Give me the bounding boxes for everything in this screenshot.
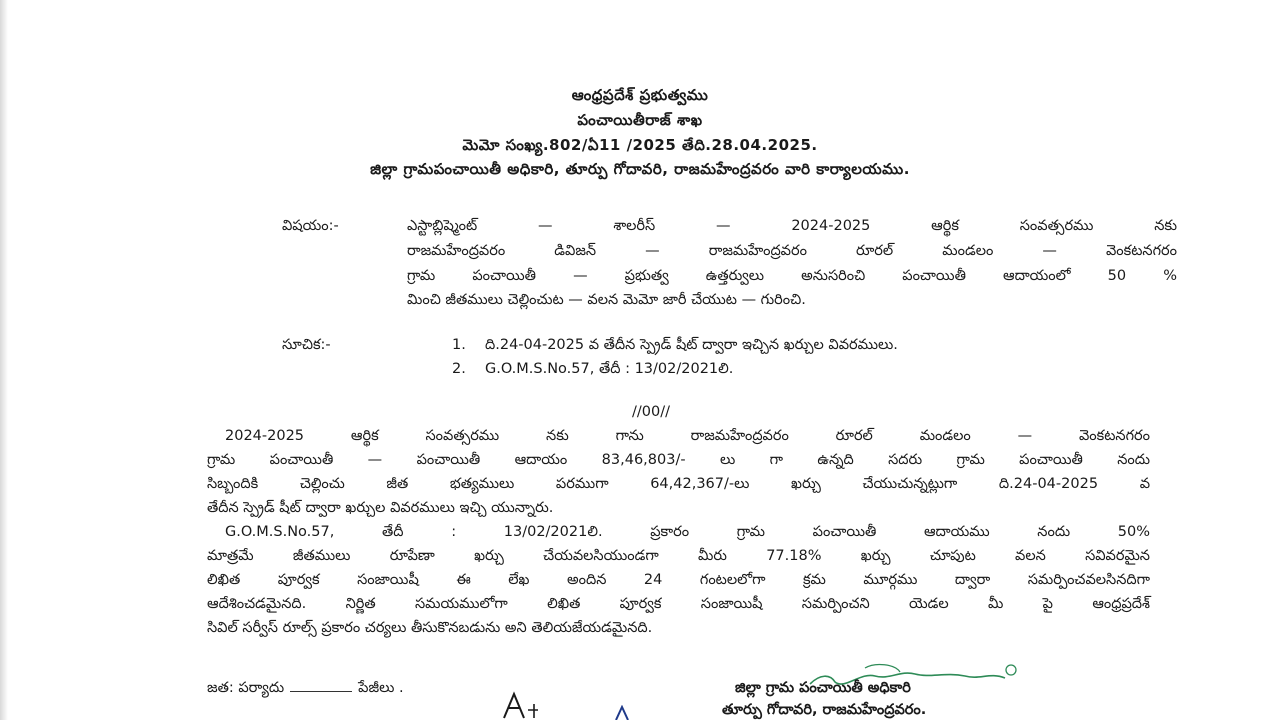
header-line-government: ఆంధ్రప్రదేశ్ ప్రభుత్వము — [571, 86, 709, 104]
enclosure-label: జత: పర్యాదు — [207, 680, 285, 696]
reference-number: 2. — [452, 361, 466, 377]
body-line: G.O.M.S.No.57, తేదీ : 13/02/2021లి. ప్రకారం గ్రామ పంచాయితీ ఆదాయము నందు 50% — [225, 524, 1150, 540]
page-edge-shadow — [0, 0, 8, 720]
subject-label: విషయం:- — [282, 218, 339, 234]
reference-label: సూచిక:- — [282, 337, 331, 353]
header-line-department: పంచాయితీరాజ్ శాఖ — [577, 111, 703, 129]
enclosure-blank — [290, 691, 352, 692]
body-line: మాత్రమే జీతములు రూపేణా ఖర్చు చేయవలసియుండగా మీరు 77.18% ఖర్చు చూపుట వలన సవివరమైన — [207, 548, 1150, 564]
subject-line: గ్రామ పంచాయితీ — ప్రభుత్వ ఉత్తర్వులు అనుసరించి పంచాయితీ ఆదాయంలో 50 % — [407, 268, 1177, 284]
body-line: సివిల్ సర్వీస్ రూల్స్ ప్రకారం చర్యలు తీసుకొనబడును అని తెలియజేయడమైనది. — [207, 620, 653, 636]
signatory-designation: జిల్లా గ్రామ పంచాయితీ అధికారి — [735, 680, 911, 696]
stamp-mark — [612, 705, 632, 720]
section-separator: //00// — [632, 404, 670, 420]
reference-number: 1. — [452, 337, 466, 353]
enclosure-note — [207, 680, 404, 700]
body-line: తేదీన స్ప్రెడ్ షీట్ ద్వారా ఖర్చుల వివరములు ఇచ్చి యున్నారు. — [207, 500, 554, 516]
header-line-office: జిల్లా గ్రామపంచాయితీ అధికారి, తూర్పు గోదావరి, రాజమహేంద్రవరం వారి కార్యాలయము. — [370, 160, 910, 178]
enclosure-suffix: పేజీలు . — [358, 680, 404, 696]
reference-text: G.O.M.S.No.57, తేదీ : 13/02/2021లి. — [485, 361, 734, 377]
signatory-place: తూర్పు గోదావరి, రాజమహేంద్రవరం. — [722, 702, 927, 718]
subject-line: మించి జీతములు చెల్లించుట — వలన మెమో జారీ చేయుట — గురించి. — [407, 292, 806, 308]
body-line: సిబ్బందికి చెల్లించు జీత భత్యములు పరముగా 64,42,367/-లు ఖర్చు చేయుచున్నట్లుగా ది.24-04-2025 వ — [207, 476, 1150, 492]
subject-line: ఎస్టాబ్లిష్మెంట్ — శాలరీస్ — 2024-2025 ఆర్థిక సంవత్సరము నకు — [407, 218, 1177, 234]
initials-mark — [498, 690, 544, 720]
body-line: లిఖిత పూర్వక సంజాయిషీ ఈ లేఖ అందిన 24 గంటలలోగా క్రమ మూర్గము ద్వారా సమర్పించవలసినదిగా — [207, 572, 1150, 588]
body-line: గ్రామ పంచాయితీ — పంచాయితీ ఆదాయం 83,46,803/- లు గా ఉన్నది సదరు గ్రామ పంచాయితీ నందు — [207, 452, 1150, 468]
body-line: ఆదేశించడమైనది. నిర్ణిత సమయములోగా లిఖిత పూర్వక సంజాయిషీ సమర్పించని యెడల మీ పై ఆంధ్రప్రదేశ్ — [207, 596, 1150, 612]
reference-text: ది.24-04-2025 వ తేదీన స్ప్రెడ్ షీట్ ద్వారా ఇచ్చిన ఖర్చుల వివరములు. — [485, 337, 898, 353]
header-line-memo-number: మెమో సంఖ్య.802/ఏ11 /2025 తేది.28.04.2025. — [462, 136, 818, 154]
body-line: 2024-2025 ఆర్థిక సంవత్సరము నకు గాను రాజమహేంద్రవరం రూరల్ మండలం — వెంకటనగరం — [225, 428, 1150, 444]
subject-line: రాజమహేంద్రవరం డివిజన్ — రాజమహేంద్రవరం రూరల్ మండలం — వెంకటనగరం — [407, 243, 1177, 259]
